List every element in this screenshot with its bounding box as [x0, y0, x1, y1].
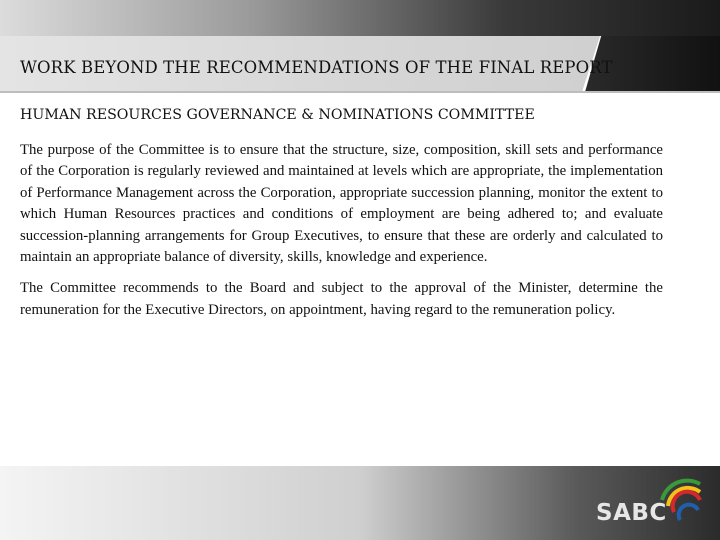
- top-header-band: [0, 0, 720, 36]
- logo-text: SABC: [596, 500, 667, 526]
- sabc-logo: [596, 478, 708, 532]
- body-text: [20, 140, 663, 331]
- slide-title: WORK BEYOND THE RECOMMENDATIONS OF THE FINAL REPORT: [20, 58, 613, 77]
- sabc-arcs-icon: [654, 478, 706, 530]
- arc-blue: [679, 505, 698, 520]
- title-divider: [0, 91, 720, 93]
- section-subheading: HUMAN RESOURCES GOVERNANCE & NOMINATIONS COMMITTEE: [20, 107, 535, 123]
- paragraph-purpose: The purpose of the Committee is to ensure that the structure, size, composition, skill sets and performance of the Corporation is regularly reviewed and maintained at levels which are appropriate, the implementation of Performance Management across the Corporation, appropriate succession planning, monitor the extent to which Human Resources practices and conditions of employment are being adhered to; and evaluate succession-planning arrangements for Group Executives, to ensure that these are orderly and calculated to maintain an appropriate balance of diversity, skills, knowledge and experience.: [20, 142, 663, 266]
- paragraph-remuneration: The Committee recommends to the Board and subject to the approval of the Minister, determine the remuneration for the Executive Directors, on appointment, having regard to the remuneration policy.: [20, 280, 663, 318]
